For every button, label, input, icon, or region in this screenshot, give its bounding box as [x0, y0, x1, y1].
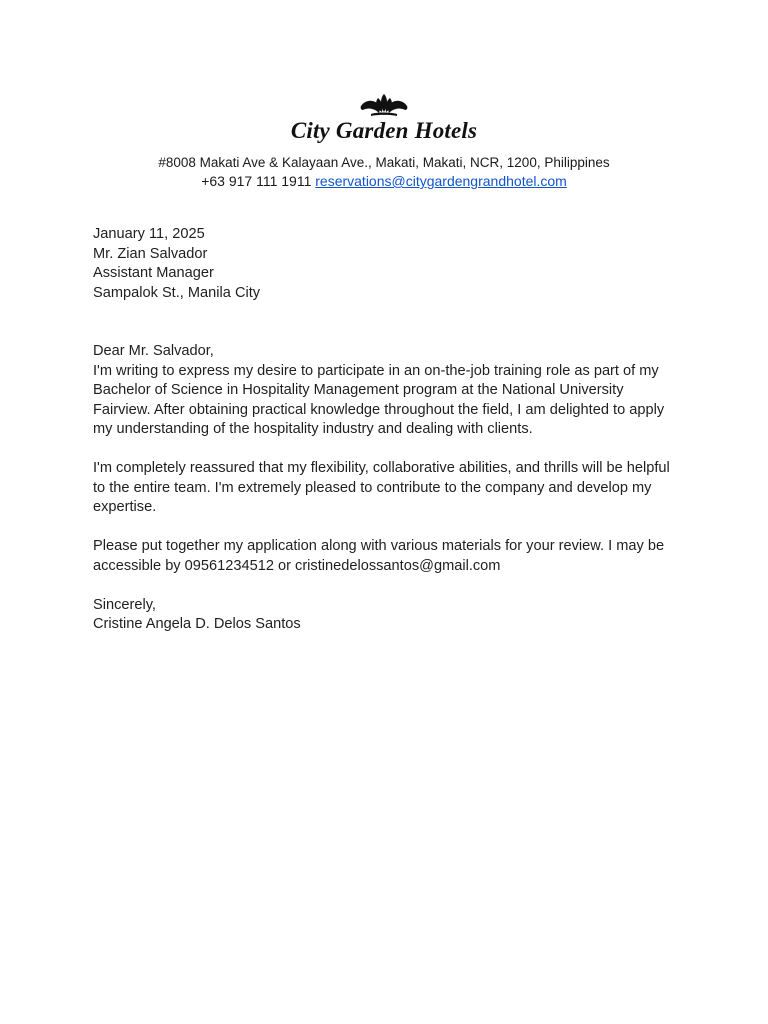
paragraph-qualities: I'm completely reassured that my flexibility, collaborative abilities, and thrills will be helpful to the entire team. I'm extremely pleased to contribute to the company and develop my expertise. [93, 460, 670, 515]
letter-body [93, 225, 683, 635]
paragraph-intro: I'm writing to express my desire to participate in an on-the-job training role as part of my Bachelor of Science in Hospitality Management program at the National University Fairview. After obtaining practical knowledge throughout the field, I am delighted to apply my understanding of the hospitality industry and dealing with clients. [93, 362, 665, 437]
hotel-phone: +63 917 111 1911 [201, 173, 312, 189]
hotel-contact [0, 172, 768, 191]
hotel-address: #8008 Makati Ave & Kalayaan Ave., Makati, Makati, NCR, 1200, Philippines [158, 155, 610, 170]
recipient-address: Sampalok St., Manila City [93, 284, 261, 301]
hotel-name: City Garden Hotels [290, 118, 478, 143]
paragraph-contact: Please put together my application along with various materials for your review. I may be accessible by 09561234512 or cristinedelossantos@gmail.com [93, 538, 665, 574]
recipient-name: Mr. Zian Salvador [93, 245, 208, 262]
letterhead [0, 90, 768, 191]
closing: Sincerely, [93, 596, 156, 613]
salutation: Dear Mr. Salvador, [93, 343, 214, 359]
signature-name: Cristine Angela D. Delos Santos [93, 616, 301, 632]
recipient-title: Assistant Manager [93, 265, 214, 281]
recipient-block [93, 245, 683, 304]
hotel-email-link[interactable]: reservations@citygardengrandhotel.com [315, 173, 567, 189]
fan-leaf-logo-icon [357, 90, 411, 118]
letter-date: January 11, 2025 [93, 226, 205, 242]
